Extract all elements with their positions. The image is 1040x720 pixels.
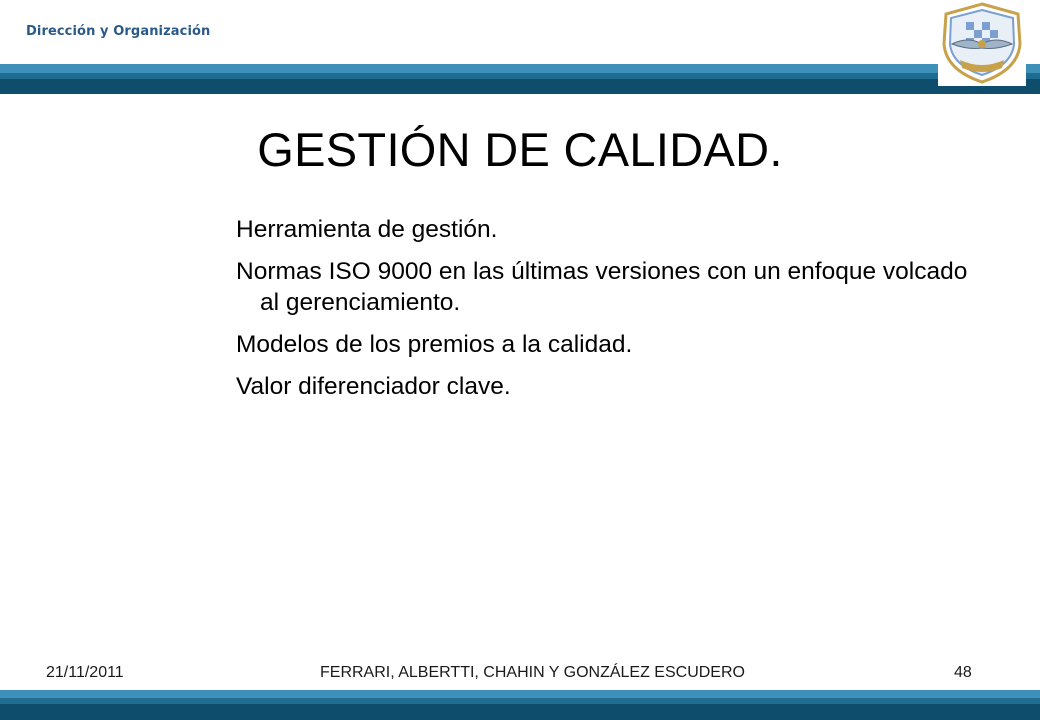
top-band-highlight xyxy=(0,64,1040,73)
footer-authors: FERRARI, ALBERTTI, CHAHIN Y GONZÁLEZ ESCUDERO xyxy=(320,664,745,681)
footer-page-number: 48 xyxy=(954,664,972,681)
header-label: Dirección y Organización xyxy=(26,24,211,39)
bottom-band-highlight xyxy=(0,690,1040,698)
bullet-item: Valor diferenciador clave. xyxy=(236,373,511,400)
top-band xyxy=(0,64,1040,94)
bullet-list xyxy=(236,214,976,413)
institutional-crest-icon xyxy=(938,0,1026,86)
bottom-band xyxy=(0,690,1040,720)
bullet-item: Modelos de los premios a la calidad. xyxy=(236,331,633,358)
top-band-shadow xyxy=(0,79,1040,94)
slide-title: GESTIÓN DE CALIDAD. xyxy=(257,123,783,176)
institution-logo xyxy=(938,0,1026,86)
bullet-item: Normas ISO 9000 en las últimas versiones con un enfoque volcado al gerenciamiento. xyxy=(236,258,968,316)
bottom-band-shadow xyxy=(0,704,1040,720)
bullet-item: Herramienta de gestión. xyxy=(236,216,498,243)
footer-date: 21/11/2011 xyxy=(46,664,124,681)
